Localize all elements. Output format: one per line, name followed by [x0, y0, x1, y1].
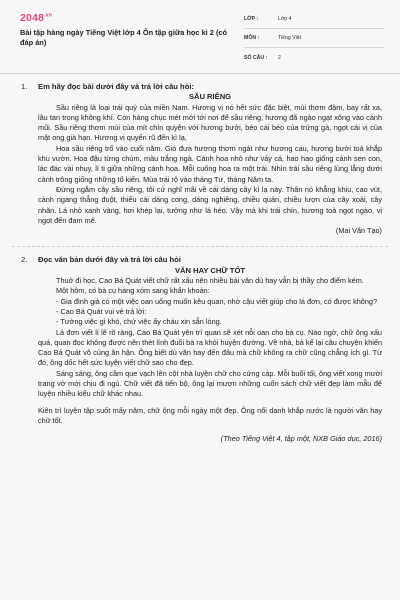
passage-title: SẦU RIÊNG: [188, 92, 232, 102]
meta-value: Tiếng Việt: [278, 35, 302, 41]
passage-paragraph: - Cao Bá Quát vui vẻ trả lời:: [56, 306, 147, 316]
question-number: 2.: [21, 255, 28, 265]
meta-row-count: [244, 48, 384, 67]
passage-paragraph: Sáng sáng, ông cầm que vạch lên cột nhà luyện chữ cho cứng cáp. Mỗi buổi tối, ông viết xong mười trang vở mới chịu đi ngủ. Chữ viết đã tiến bộ, ông lại mượn những cuốn sách chữ viết đẹp làm mẫu để luyện nhiều kiểu chữ khác nhau.: [38, 368, 382, 399]
worksheet-content: [0, 82, 400, 445]
question-number: 1.: [21, 82, 28, 91]
passage-paragraph: Sầu riêng là loại trái quý của miền Nam. Hương vị nó hết sức đặc biệt, mùi thơm đậm, bay rất xa, lâu tan trong không khí. Còn hàng chục mét mới tới nơi để sầu riêng, hương đã ngào ngạt xông vào cánh mũi. Sầu riêng thơm mùi của mít chín quyện với hương bưởi, béo cái béo của trứng gà, ngọt cái vị của mật ong già hạn. Hương vị quyến rũ đến kì lạ,: [38, 102, 382, 143]
meta-table: [244, 10, 384, 67]
passage-paragraph: Hoa sầu riêng trổ vào cuối năm. Gió đưa hương thơm ngát như hương cau, hương bưởi toả khắp khu vườn. Hoa đậu từng chùm, màu trắng ngà. Cánh hoa nhỏ như vảy cá, hao hao giống cánh sen con, lác đác vài nhụy, lí ti giữa những cánh hoa. Mỗi cuống hoa ra một trái. Nhìn trái sầu riêng lủng lẳng dưới cành trông giống những tổ kiến. Mùa trái rộ vào tháng Tư, tháng Năm ta.: [38, 143, 382, 184]
passage-paragraph: Thuở đi học, Cao Bá Quát viết chữ rất xấu nên nhiều bài văn dù hay vẫn bị thầy cho điểm kém.: [56, 276, 364, 286]
meta-value: 2: [278, 54, 281, 61]
passage-paragraph: Một hôm, có bà cụ hàng xóm sang khẩn khoản:: [56, 286, 210, 296]
logo-text: 2048: [20, 12, 45, 24]
question-1: [0, 82, 400, 236]
passage-closing: Kiên trì luyện tập suốt mấy năm, chữ ông mỗi ngày một đẹp. Ông nổi danh khắp nước là người văn hay chữ tốt.: [38, 405, 382, 425]
passage-paragraph: - Tưởng việc gì khó, chứ việc ấy cháu xin sẵn lòng.: [56, 317, 222, 327]
passage-source: (Theo Tiếng Việt 4, tập một, NXB Giáo dục, 2016): [220, 434, 382, 444]
question-prompt: Em hãy đọc bài dưới đây và trả lời câu hỏi:: [38, 82, 194, 91]
meta-label: LỚP :: [244, 16, 259, 22]
question-prompt: Đọc văn bản dưới đây và trả lời câu hỏi: [38, 255, 181, 265]
site-logo[interactable]: [20, 12, 52, 24]
meta-label: SỐ CÂU :: [244, 54, 268, 61]
question-2: [0, 255, 400, 444]
passage-paragraph: Đứng ngắm cây sầu riêng, tôi cứ nghĩ mãi về cái dáng cây kì lạ này. Thân nó khẳng khiu, cao vút, cành ngang thẳng đuột, thiếu cái dáng cong, dáng nghiêng, chiều quản, chiều lượn của cây xoài, cây nhãn. Lá nhỏ xanh vàng, hơi khép lại, tưởng như lá héo. Vậy mà khi trái chín, hương toả ngọt ngào, vị ngọt đến đam mê.: [38, 184, 382, 225]
meta-row-grade: [244, 10, 384, 29]
passage-title: VĂN HAY CHỮ TỐT: [174, 265, 245, 275]
passage-paragraph: Lá đơn viết lí lẽ rõ ràng, Cao Bá Quát yên trí quan sẽ xét nỗi oan cho bà cụ. Nào ngờ, chữ ông xấu quá, quan đọc không được nên thét lính đuổi bà ra khỏi huyện đường. Về nhà, bà kể lại câu chuyện khiến Cao Bá Quát vô cùng ân hận. Ông biết dù văn hay đến đâu mà chữ không ra chữ cũng chẳng ích gì. Từ đó, ông dốc hết sức luyện viết chữ sao cho đẹp.: [38, 327, 382, 368]
page-header: [0, 0, 400, 74]
meta-value: Lớp 4: [278, 16, 292, 22]
logo-tld: .vn: [44, 12, 52, 19]
document-title: Bài tập hàng ngày Tiếng Việt lớp 4 Ôn tập giữa học kì 2 (có đáp án): [20, 28, 228, 47]
passage-paragraph: - Gia đình già có một việc oan uổng muốn kêu quan, nhờ cậu viết giúp cho lá đơn, có được không?: [56, 296, 378, 306]
passage-author: (Mai Văn Tạo): [335, 226, 382, 236]
meta-row-subject: [244, 29, 384, 48]
section-divider: [12, 246, 388, 247]
meta-label: MÔN :: [244, 35, 260, 41]
